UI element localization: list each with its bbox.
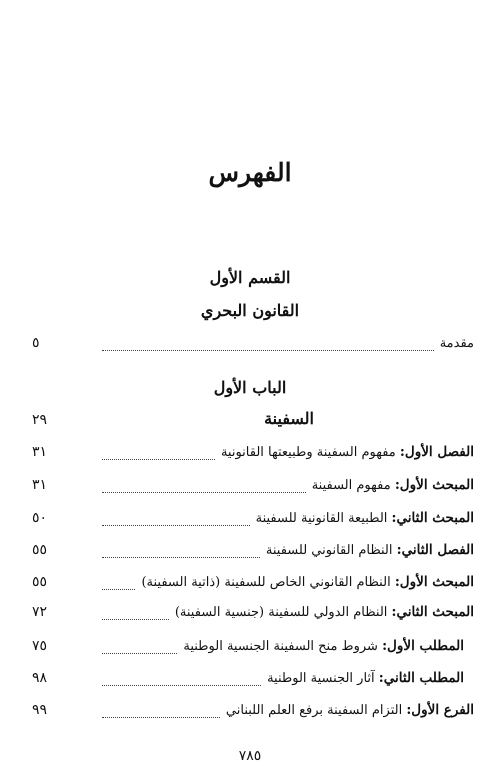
toc-entry xyxy=(32,444,474,468)
entry-lead: المبحث الثاني: xyxy=(391,510,474,526)
entry-rest: آثار الجنسية الوطنية xyxy=(267,671,379,686)
entry-lead: المبحث الثاني: xyxy=(391,604,474,620)
page-number: ٧٨٥ xyxy=(238,748,262,764)
toc-page-number: ٣١ xyxy=(32,444,48,460)
part-label: القسم الأول xyxy=(209,268,291,287)
toc-entry-text xyxy=(256,510,474,526)
toc-entry-intro xyxy=(32,335,474,359)
toc-entry-text xyxy=(226,702,474,718)
entry-rest: مفهوم السفينة وطبيعتها القانونية xyxy=(220,445,400,460)
toc-entry-chapter-heading xyxy=(32,409,474,433)
toc-entry-text xyxy=(141,574,474,590)
toc-page-number: ٥ xyxy=(32,335,40,351)
leader-dots xyxy=(102,525,250,526)
toc-entry-text xyxy=(267,670,464,686)
toc-entry xyxy=(32,702,474,726)
entry-lead: المطلب الأول: xyxy=(382,638,464,654)
leader-dots xyxy=(102,557,260,558)
chapter-label: الباب الأول xyxy=(213,378,287,397)
chapter-heading-text: السفينة xyxy=(264,409,314,428)
toc-page-number: ٩٩ xyxy=(32,702,48,718)
toc-entry-text xyxy=(312,477,474,493)
leader-dots xyxy=(102,717,220,718)
entry-lead: المطلب الثاني: xyxy=(378,670,464,686)
toc-entry xyxy=(32,574,474,598)
leader-dots xyxy=(102,492,306,493)
toc-entry xyxy=(32,670,474,694)
leader-dots xyxy=(102,459,215,460)
leader-dots xyxy=(102,350,434,351)
entry-rest: النظام الدولي للسفينة (جنسية السفينة) xyxy=(174,605,392,620)
part-title: القانون البحري xyxy=(200,301,300,320)
toc-page-number: ٢٩ xyxy=(32,412,48,428)
entry-rest: شروط منح السفينة الجنسية الوطنية xyxy=(183,639,383,654)
entry-rest: الطبيعة القانونية للسفينة xyxy=(255,511,392,526)
toc-page-number: ٥٠ xyxy=(32,510,48,526)
entry-lead: الفصل الثاني: xyxy=(396,542,474,558)
toc-page-number: ٧٥ xyxy=(32,638,48,654)
toc-page-number: ٩٨ xyxy=(32,670,48,686)
toc-page-number: ٣١ xyxy=(32,477,48,493)
index-title: الفهرس xyxy=(208,158,292,187)
leader-dots xyxy=(102,653,177,654)
entry-rest: النظام القانوني الخاص للسفينة (ذاتية السفينة) xyxy=(141,575,395,590)
entry-lead: الفصل الأول: xyxy=(399,444,474,460)
toc-entry-text xyxy=(175,604,474,620)
toc-entry-text xyxy=(266,542,474,558)
toc-page-number: ٥٥ xyxy=(32,574,48,590)
toc-entry-text xyxy=(183,638,464,654)
entry-rest: مفهوم السفينة xyxy=(311,478,395,493)
toc-entry-text: مقدمة xyxy=(439,336,474,351)
toc-entry xyxy=(32,510,474,534)
toc-entry xyxy=(32,604,474,628)
toc-entry xyxy=(32,638,474,662)
entry-lead: المبحث الأول: xyxy=(394,477,474,493)
entry-rest: التزام السفينة برفع العلم اللبناني xyxy=(225,703,407,718)
entry-lead: الفرع الأول: xyxy=(406,702,474,718)
toc-entry xyxy=(32,542,474,566)
entry-rest: النظام القانوني للسفينة xyxy=(265,543,397,558)
toc-page-number: ٧٢ xyxy=(32,604,48,620)
leader-dots xyxy=(102,589,135,590)
toc-entry-text xyxy=(221,444,474,460)
leader-dots xyxy=(102,619,169,620)
leader-dots xyxy=(102,685,261,686)
toc-page-number: ٥٥ xyxy=(32,542,48,558)
entry-lead: المبحث الأول: xyxy=(394,574,474,590)
toc-entry xyxy=(32,477,474,501)
